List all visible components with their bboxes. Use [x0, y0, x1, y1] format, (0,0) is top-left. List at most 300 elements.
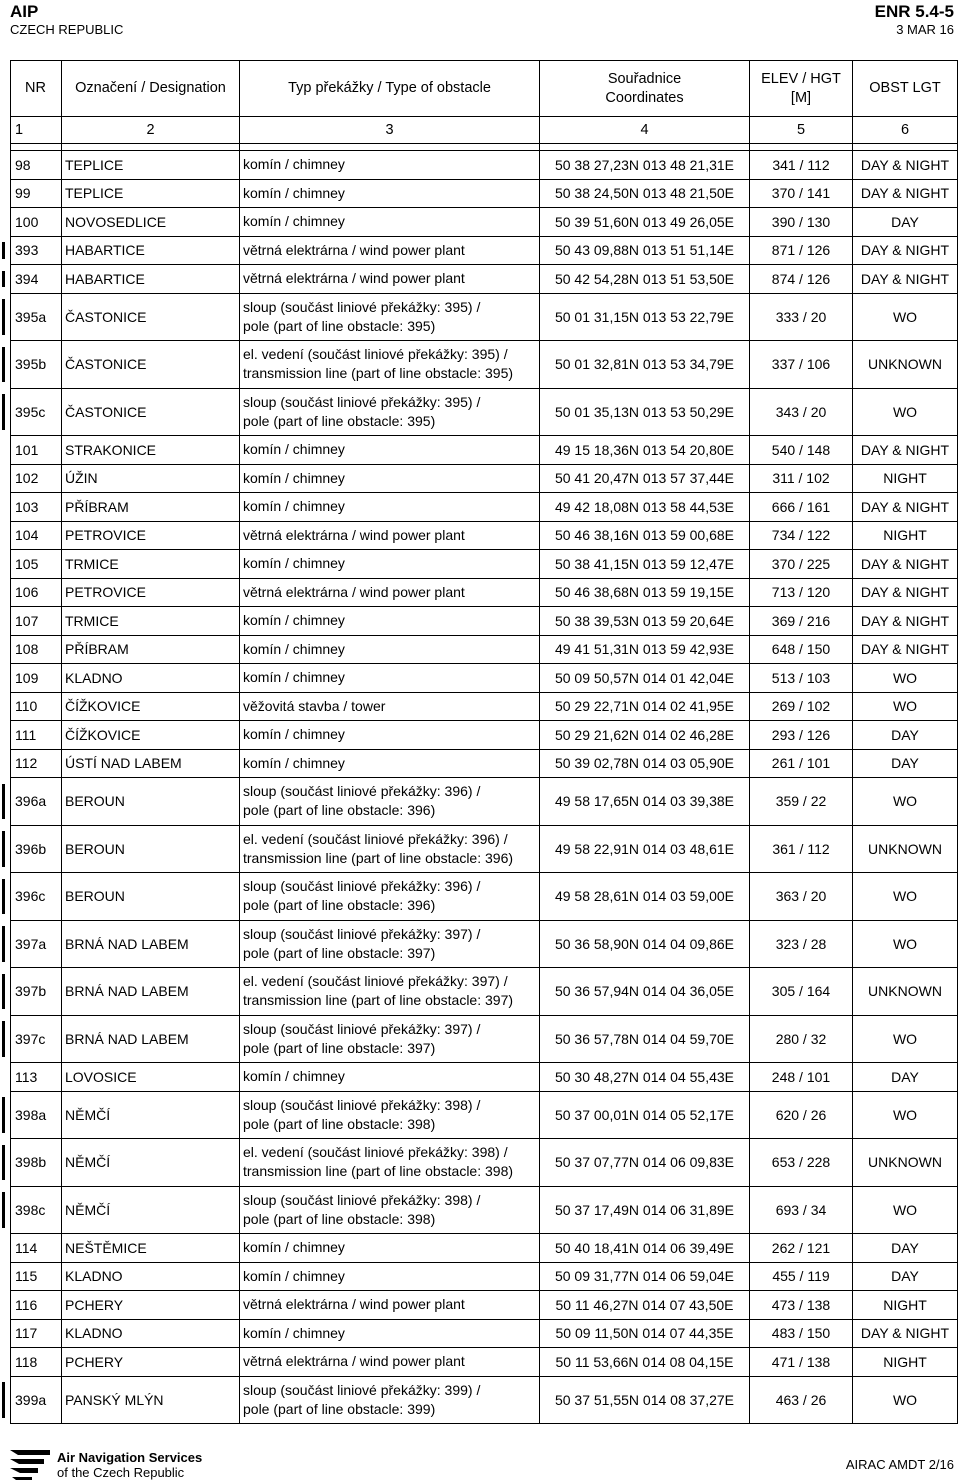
- change-marker: [2, 784, 5, 820]
- change-marker: [2, 1192, 5, 1228]
- obstacle-type-line: transmission line (part of line obstacle: 397): [243, 992, 514, 1009]
- obstacle-type-cell: [240, 493, 540, 522]
- table-row: [11, 293, 958, 341]
- nr-cell: 393: [11, 236, 62, 265]
- elevation-cell: 311 / 102: [750, 464, 853, 493]
- designation-cell: PCHERY: [62, 1348, 240, 1377]
- spacer-cell: [540, 144, 750, 151]
- obstacle-lighting-cell: DAY & NIGHT: [853, 236, 958, 265]
- coordinates-cell: 50 29 22,71N 014 02 41,95E: [540, 692, 750, 721]
- section-number: ENR 5.4-5: [874, 2, 954, 21]
- ans-logo-icon: [10, 1450, 50, 1480]
- page-header-right: [875, 2, 954, 38]
- obstacle-lighting-cell: WO: [853, 1015, 958, 1063]
- elevation-cell: 341 / 112: [750, 151, 853, 180]
- designation-cell: PCHERY: [62, 1291, 240, 1320]
- nr-cell: 397a: [11, 920, 62, 968]
- designation-cell: NĚMČÍ: [62, 1091, 240, 1139]
- obstacle-type-cell: [240, 265, 540, 294]
- obstacle-lighting-cell: WO: [853, 692, 958, 721]
- obstacle-type-line: větrná elektrárna / wind power plant: [243, 241, 465, 258]
- table-row: [11, 236, 958, 265]
- nr-cell: 98: [11, 151, 62, 180]
- obstacle-type-line: sloup (součást liniové překážky: 397) /: [243, 925, 481, 942]
- table-row: [11, 721, 958, 750]
- obstacle-type-line: pole (part of line obstacle: 395): [243, 412, 436, 429]
- change-marker: [2, 1382, 5, 1418]
- obstacle-lighting-cell: DAY & NIGHT: [853, 578, 958, 607]
- obstacle-lighting-cell: UNKNOWN: [853, 825, 958, 873]
- obstacle-type-line: komín / chimney: [243, 213, 345, 230]
- obstacle-type-line: věžovitá stavba / tower: [243, 697, 386, 714]
- designation-cell: TRMICE: [62, 550, 240, 579]
- table-row: [11, 388, 958, 436]
- spacer-cell: [853, 144, 958, 151]
- elevation-cell: 713 / 120: [750, 578, 853, 607]
- coordinates-cell: 50 09 31,77N 014 06 59,04E: [540, 1262, 750, 1291]
- obstacle-type-line: sloup (součást liniové překážky: 395) /: [243, 393, 481, 410]
- elevation-cell: 248 / 101: [750, 1063, 853, 1092]
- designation-cell: TRMICE: [62, 607, 240, 636]
- elevation-cell: 734 / 122: [750, 521, 853, 550]
- elevation-cell: 483 / 150: [750, 1319, 853, 1348]
- column-header-line: [M]: [790, 89, 812, 106]
- nr-cell: 113: [11, 1063, 62, 1092]
- obstacle-type-line: el. vedení (součást liniové překážky: 398) /: [243, 1144, 508, 1161]
- coordinates-cell: 50 37 51,55N 014 08 37,27E: [540, 1376, 750, 1424]
- coordinates-cell: 50 11 53,66N 014 08 04,15E: [540, 1348, 750, 1377]
- obstacle-type-line: větrná elektrárna / wind power plant: [243, 583, 465, 600]
- table-row: [11, 341, 958, 389]
- obstacle-type-cell: [240, 1234, 540, 1263]
- table-row: [11, 179, 958, 208]
- elevation-cell: 653 / 228: [750, 1139, 853, 1187]
- elevation-cell: 333 / 20: [750, 293, 853, 341]
- obstacle-type-line: komín / chimney: [243, 441, 345, 458]
- elevation-cell: 343 / 20: [750, 388, 853, 436]
- obstacle-type-cell: [240, 151, 540, 180]
- nr-cell: 399a: [11, 1376, 62, 1424]
- obstacle-type-line: komín / chimney: [243, 184, 345, 201]
- obstacle-lighting-cell: DAY & NIGHT: [853, 1319, 958, 1348]
- obstacle-lighting-cell: WO: [853, 778, 958, 826]
- nr-cell: 106: [11, 578, 62, 607]
- obstacle-type-cell: [240, 341, 540, 389]
- table-row: [11, 635, 958, 664]
- obstacle-type-line: pole (part of line obstacle: 396): [243, 802, 436, 819]
- column-header-designation: [62, 61, 240, 117]
- elevation-cell: 261 / 101: [750, 749, 853, 778]
- change-marker: [2, 879, 5, 915]
- obstacle-type-line: pole (part of line obstacle: 397): [243, 944, 436, 961]
- obstacle-type-cell: [240, 436, 540, 465]
- nr-cell: 398c: [11, 1186, 62, 1234]
- elevation-cell: 871 / 126: [750, 236, 853, 265]
- nr-cell: 112: [11, 749, 62, 778]
- obstacle-type-line: komín / chimney: [243, 612, 345, 629]
- table-row: [11, 1319, 958, 1348]
- obstacle-type-line: komín / chimney: [243, 1324, 345, 1341]
- table-row: [11, 1234, 958, 1263]
- obstacle-type-cell: [240, 236, 540, 265]
- obstacle-type-line: komín / chimney: [243, 669, 345, 686]
- obstacle-type-line: komín / chimney: [243, 1239, 345, 1256]
- obstacle-type-cell: [240, 1139, 540, 1187]
- obstacle-type-cell: [240, 607, 540, 636]
- obstacle-type-line: transmission line (part of line obstacle: 396): [243, 849, 514, 866]
- elevation-cell: 269 / 102: [750, 692, 853, 721]
- obstacle-type-line: větrná elektrárna / wind power plant: [243, 1296, 465, 1313]
- amendment-label: AIRAC AMDT 2/16: [845, 1457, 954, 1472]
- coordinates-cell: 50 29 21,62N 014 02 46,28E: [540, 721, 750, 750]
- column-header-line: Označení / Designation: [75, 80, 226, 96]
- table-row: [11, 578, 958, 607]
- column-header-elev: [750, 61, 853, 117]
- elevation-cell: 337 / 106: [750, 341, 853, 389]
- nr-cell: 397b: [11, 968, 62, 1016]
- obstacle-type-line: pole (part of line obstacle: 399): [243, 1400, 436, 1417]
- table-row: [11, 749, 958, 778]
- elevation-cell: 280 / 32: [750, 1015, 853, 1063]
- obstacle-type-cell: [240, 873, 540, 921]
- elevation-cell: 648 / 150: [750, 635, 853, 664]
- column-header-coordinates: [540, 61, 750, 117]
- obstacle-lighting-cell: DAY & NIGHT: [853, 607, 958, 636]
- column-header-nr: [11, 61, 62, 117]
- table-row: [11, 521, 958, 550]
- coordinates-cell: 50 11 46,27N 014 07 43,50E: [540, 1291, 750, 1320]
- obstacle-lighting-cell: NIGHT: [853, 1291, 958, 1320]
- obstacle-lighting-cell: DAY & NIGHT: [853, 179, 958, 208]
- nr-cell: 394: [11, 265, 62, 294]
- column-number: 2: [62, 117, 240, 144]
- table-row: [11, 493, 958, 522]
- column-header-line: OBST LGT: [869, 80, 941, 96]
- designation-cell: STRAKONICE: [62, 436, 240, 465]
- spacer-cell: [240, 144, 540, 151]
- column-number: 3: [240, 117, 540, 144]
- obstacle-type-cell: [240, 293, 540, 341]
- designation-cell: ČASTONICE: [62, 341, 240, 389]
- table-row: [11, 692, 958, 721]
- obstacle-type-cell: [240, 749, 540, 778]
- logo-text-line2: of the Czech Republic: [57, 1465, 185, 1480]
- nr-cell: 117: [11, 1319, 62, 1348]
- table-row: [11, 607, 958, 636]
- effective-date: 3 MAR 16: [896, 22, 954, 37]
- coordinates-cell: 49 41 51,31N 013 59 42,93E: [540, 635, 750, 664]
- coordinates-cell: 50 38 27,23N 013 48 21,31E: [540, 151, 750, 180]
- obstacle-type-cell: [240, 1063, 540, 1092]
- obstacle-type-line: transmission line (part of line obstacle: 395): [243, 365, 514, 382]
- obstacle-type-cell: [240, 1015, 540, 1063]
- coordinates-cell: 50 42 54,28N 013 51 53,50E: [540, 265, 750, 294]
- obstacle-type-cell: [240, 825, 540, 873]
- nr-cell: 396c: [11, 873, 62, 921]
- nr-cell: 105: [11, 550, 62, 579]
- obstacle-type-line: sloup (součást liniové překážky: 398) /: [243, 1096, 481, 1113]
- coordinates-cell: 50 01 32,81N 013 53 34,79E: [540, 341, 750, 389]
- obstacle-type-cell: [240, 721, 540, 750]
- designation-cell: ČASTONICE: [62, 293, 240, 341]
- obstacle-type-cell: [240, 968, 540, 1016]
- obstacle-table: [10, 60, 958, 1424]
- obstacle-lighting-cell: DAY & NIGHT: [853, 265, 958, 294]
- table-row: [11, 1291, 958, 1320]
- country-label: CZECH REPUBLIC: [10, 22, 124, 37]
- obstacle-type-cell: [240, 1291, 540, 1320]
- obstacle-type-cell: [240, 1091, 540, 1139]
- coordinates-cell: 50 39 51,60N 013 49 26,05E: [540, 208, 750, 237]
- coordinates-cell: 50 36 58,90N 014 04 09,86E: [540, 920, 750, 968]
- obstacle-type-line: pole (part of line obstacle: 398): [243, 1115, 436, 1132]
- logo-text-line1: Air Navigation Services: [57, 1450, 203, 1465]
- table-row: [11, 968, 958, 1016]
- obstacle-lighting-cell: WO: [853, 1091, 958, 1139]
- obstacle-type-line: sloup (součást liniové překážky: 399) /: [243, 1381, 481, 1398]
- coordinates-cell: 50 30 48,27N 014 04 55,43E: [540, 1063, 750, 1092]
- nr-cell: 396a: [11, 778, 62, 826]
- elevation-cell: 370 / 141: [750, 179, 853, 208]
- obstacle-type-line: sloup (součást liniové překážky: 396) /: [243, 878, 481, 895]
- coordinates-cell: 50 36 57,78N 014 04 59,70E: [540, 1015, 750, 1063]
- obstacle-lighting-cell: NIGHT: [853, 521, 958, 550]
- elevation-cell: 361 / 112: [750, 825, 853, 873]
- table-row: [11, 1139, 958, 1187]
- nr-cell: 397c: [11, 1015, 62, 1063]
- obstacle-lighting-cell: DAY & NIGHT: [853, 635, 958, 664]
- nr-cell: 398a: [11, 1091, 62, 1139]
- change-marker: [2, 299, 5, 335]
- designation-cell: KLADNO: [62, 1262, 240, 1291]
- coordinates-cell: 49 58 28,61N 014 03 59,00E: [540, 873, 750, 921]
- obstacle-lighting-cell: NIGHT: [853, 464, 958, 493]
- elevation-cell: 262 / 121: [750, 1234, 853, 1263]
- obstacle-type-cell: [240, 550, 540, 579]
- change-marker: [2, 926, 5, 962]
- obstacle-lighting-cell: WO: [853, 1376, 958, 1424]
- spacer-cell: [62, 144, 240, 151]
- designation-cell: PETROVICE: [62, 578, 240, 607]
- table-spacer-row: [11, 144, 958, 151]
- elevation-cell: 513 / 103: [750, 664, 853, 693]
- obstacle-lighting-cell: WO: [853, 920, 958, 968]
- table-row: [11, 664, 958, 693]
- nr-cell: 398b: [11, 1139, 62, 1187]
- designation-cell: BEROUN: [62, 825, 240, 873]
- obstacle-type-cell: [240, 1262, 540, 1291]
- nr-cell: 101: [11, 436, 62, 465]
- obstacle-lighting-cell: DAY & NIGHT: [853, 436, 958, 465]
- coordinates-cell: 49 15 18,36N 013 54 20,80E: [540, 436, 750, 465]
- nr-cell: 118: [11, 1348, 62, 1377]
- obstacle-type-line: komín / chimney: [243, 1068, 345, 1085]
- spacer-cell: [750, 144, 853, 151]
- obstacle-type-line: transmission line (part of line obstacle: 398): [243, 1163, 514, 1180]
- coordinates-cell: 50 37 00,01N 014 05 52,17E: [540, 1091, 750, 1139]
- obstacle-type-cell: [240, 692, 540, 721]
- nr-cell: 395a: [11, 293, 62, 341]
- elevation-cell: 471 / 138: [750, 1348, 853, 1377]
- obstacle-type-line: větrná elektrárna / wind power plant: [243, 270, 465, 287]
- designation-cell: LOVOSICE: [62, 1063, 240, 1092]
- obstacle-lighting-cell: DAY: [853, 1262, 958, 1291]
- table-row: [11, 550, 958, 579]
- column-header-lgt: [853, 61, 958, 117]
- obstacle-type-cell: [240, 578, 540, 607]
- coordinates-cell: 50 43 09,88N 013 51 51,14E: [540, 236, 750, 265]
- obstacle-type-line: pole (part of line obstacle: 395): [243, 317, 436, 334]
- table-header-row: [11, 61, 958, 117]
- obstacle-type-line: el. vedení (součást liniové překážky: 397) /: [243, 973, 508, 990]
- table-row: [11, 464, 958, 493]
- obstacle-type-line: komín / chimney: [243, 1267, 345, 1284]
- table-body: [11, 144, 958, 1424]
- coordinates-cell: 50 09 11,50N 014 07 44,35E: [540, 1319, 750, 1348]
- change-marker: [2, 974, 5, 1010]
- designation-cell: BEROUN: [62, 778, 240, 826]
- obstacle-lighting-cell: WO: [853, 293, 958, 341]
- elevation-cell: 323 / 28: [750, 920, 853, 968]
- elevation-cell: 473 / 138: [750, 1291, 853, 1320]
- table-row: [11, 208, 958, 237]
- table-row: [11, 825, 958, 873]
- nr-cell: 114: [11, 1234, 62, 1263]
- designation-cell: NEŠTĚMICE: [62, 1234, 240, 1263]
- obstacle-type-cell: [240, 664, 540, 693]
- obstacle-type-line: el. vedení (součást liniové překážky: 396) /: [243, 830, 508, 847]
- elevation-cell: 293 / 126: [750, 721, 853, 750]
- designation-cell: NĚMČÍ: [62, 1186, 240, 1234]
- elevation-cell: 455 / 119: [750, 1262, 853, 1291]
- table-row: [11, 1262, 958, 1291]
- table-row: [11, 1063, 958, 1092]
- obstacle-type-line: pole (part of line obstacle: 398): [243, 1210, 436, 1227]
- elevation-cell: 693 / 34: [750, 1186, 853, 1234]
- column-number: 4: [540, 117, 750, 144]
- nr-cell: 111: [11, 721, 62, 750]
- obstacle-type-line: sloup (součást liniové překážky: 398) /: [243, 1191, 481, 1208]
- designation-cell: PŘÍBRAM: [62, 493, 240, 522]
- coordinates-cell: 50 41 20,47N 013 57 37,44E: [540, 464, 750, 493]
- page-header-left: [10, 2, 123, 38]
- coordinates-cell: 50 39 02,78N 014 03 05,90E: [540, 749, 750, 778]
- coordinates-cell: 50 38 39,53N 013 59 20,64E: [540, 607, 750, 636]
- nr-cell: 396b: [11, 825, 62, 873]
- change-marker: [2, 394, 5, 430]
- spacer-cell: [11, 144, 62, 151]
- obstacle-type-line: komín / chimney: [243, 726, 345, 743]
- obstacle-lighting-cell: DAY & NIGHT: [853, 550, 958, 579]
- coordinates-cell: 49 58 22,91N 014 03 48,61E: [540, 825, 750, 873]
- obstacle-lighting-cell: UNKNOWN: [853, 1139, 958, 1187]
- elevation-cell: 370 / 225: [750, 550, 853, 579]
- obstacle-type-line: komín / chimney: [243, 469, 345, 486]
- elevation-cell: 390 / 130: [750, 208, 853, 237]
- nr-cell: 104: [11, 521, 62, 550]
- nr-cell: 108: [11, 635, 62, 664]
- elevation-cell: 369 / 216: [750, 607, 853, 636]
- coordinates-cell: 50 36 57,94N 014 04 36,05E: [540, 968, 750, 1016]
- obstacle-lighting-cell: DAY: [853, 749, 958, 778]
- change-marker: [2, 271, 5, 288]
- document-title: AIP: [10, 2, 39, 21]
- table-row: [11, 436, 958, 465]
- obstacle-lighting-cell: UNKNOWN: [853, 341, 958, 389]
- nr-cell: 395c: [11, 388, 62, 436]
- coordinates-cell: 50 38 41,15N 013 59 12,47E: [540, 550, 750, 579]
- nr-cell: 103: [11, 493, 62, 522]
- obstacle-type-cell: [240, 521, 540, 550]
- designation-cell: ČÍŽKOVICE: [62, 721, 240, 750]
- designation-cell: HABARTICE: [62, 265, 240, 294]
- column-number-row: [11, 117, 958, 144]
- designation-cell: PETROVICE: [62, 521, 240, 550]
- obstacle-type-line: pole (part of line obstacle: 397): [243, 1039, 436, 1056]
- designation-cell: ÚŽIN: [62, 464, 240, 493]
- table-row: [11, 1186, 958, 1234]
- nr-cell: 102: [11, 464, 62, 493]
- obstacle-lighting-cell: DAY: [853, 721, 958, 750]
- elevation-cell: 540 / 148: [750, 436, 853, 465]
- obstacle-lighting-cell: DAY & NIGHT: [853, 493, 958, 522]
- nr-cell: 395b: [11, 341, 62, 389]
- designation-cell: TEPLICE: [62, 151, 240, 180]
- obstacle-type-line: komín / chimney: [243, 640, 345, 657]
- obstacle-lighting-cell: WO: [853, 664, 958, 693]
- designation-cell: BRNÁ NAD LABEM: [62, 968, 240, 1016]
- table-row: [11, 151, 958, 180]
- obstacle-type-line: komín / chimney: [243, 555, 345, 572]
- column-number: 5: [750, 117, 853, 144]
- obstacle-type-cell: [240, 388, 540, 436]
- obstacle-type-line: komín / chimney: [243, 498, 345, 515]
- nr-cell: 109: [11, 664, 62, 693]
- change-marker: [2, 1021, 5, 1057]
- change-marker: [2, 831, 5, 867]
- obstacle-lighting-cell: DAY: [853, 208, 958, 237]
- obstacle-type-cell: [240, 778, 540, 826]
- coordinates-cell: 50 37 17,49N 014 06 31,89E: [540, 1186, 750, 1234]
- column-number: 1: [11, 117, 62, 144]
- obstacle-type-line: větrná elektrárna / wind power plant: [243, 1353, 465, 1370]
- designation-cell: ČÍŽKOVICE: [62, 692, 240, 721]
- nr-cell: 116: [11, 1291, 62, 1320]
- designation-cell: BRNÁ NAD LABEM: [62, 1015, 240, 1063]
- designation-cell: TEPLICE: [62, 179, 240, 208]
- obstacle-type-cell: [240, 1348, 540, 1377]
- change-marker: [2, 242, 5, 259]
- obstacle-lighting-cell: DAY: [853, 1063, 958, 1092]
- obstacle-type-line: sloup (součást liniové překážky: 395) /: [243, 298, 481, 315]
- obstacle-type-line: větrná elektrárna / wind power plant: [243, 526, 465, 543]
- elevation-cell: 363 / 20: [750, 873, 853, 921]
- column-number: 6: [853, 117, 958, 144]
- column-header-line: ELEV / HGT: [761, 70, 841, 87]
- table-row: [11, 265, 958, 294]
- designation-cell: HABARTICE: [62, 236, 240, 265]
- designation-cell: KLADNO: [62, 664, 240, 693]
- obstacle-type-cell: [240, 1186, 540, 1234]
- obstacle-lighting-cell: NIGHT: [853, 1348, 958, 1377]
- obstacle-lighting-cell: WO: [853, 1186, 958, 1234]
- designation-cell: PŘÍBRAM: [62, 635, 240, 664]
- designation-cell: NĚMČÍ: [62, 1139, 240, 1187]
- obstacle-type-line: sloup (součást liniové překážky: 396) /: [243, 783, 481, 800]
- coordinates-cell: 50 01 35,13N 013 53 50,29E: [540, 388, 750, 436]
- obstacle-type-cell: [240, 635, 540, 664]
- coordinates-cell: 50 01 31,15N 013 53 22,79E: [540, 293, 750, 341]
